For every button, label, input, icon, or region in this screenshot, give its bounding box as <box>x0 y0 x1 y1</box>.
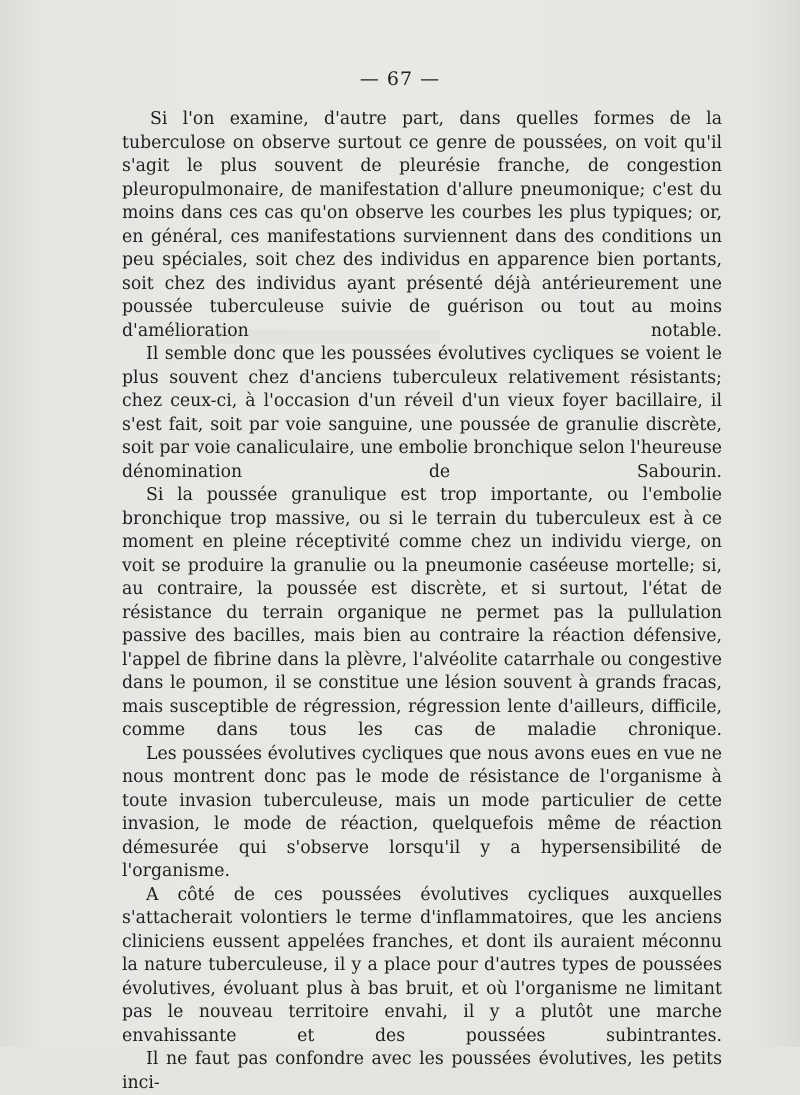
paragraph-5: A côté de ces poussées évolutives cycliques auxquelles s'attacherait volontiers le terme d'inflammatoires, que les anciens cliniciens eussent appelées franches, et dont ils auraient méconnu la nature tuberculeuse, il y a place pour d'autres types de poussées évolutives, évoluant plus à bas bruit, et où l'organisme ne limitant pas le nouveau territoire envahi, il y a plutôt une marche envahissante et des poussées subintrantes. <box>122 884 722 1046</box>
paragraph-1: Si l'on examine, d'autre part, dans quelles formes de la tuberculose on observe surtout ce genre de poussées, on voit qu'il s'agit le plus souvent de pleurésie franche, de congestion pleuropulmonaire, de manifestation d'allure pneumonique; c'est du moins dans ces cas qu'on observe les courbes les plus typiques; or, en général, ces manifestations surviennent dans des conditions un peu spéciales, soit chez des individus en apparence bien portants, soit chez des individus ayant présenté déjà antérieurement une poussée tuberculeuse suivie de guérison ou tout au moins d'amélioration notable. <box>122 109 722 341</box>
paragraph-2: Il semble donc que les poussées évolutives cycliques se voient le plus souvent chez d'anciens tuberculeux relativement résistants; chez ceux-ci, à l'occasion d'un réveil d'un vieux foyer bacillaire, il s'est fait, soit par voie sanguine, une poussée de granulie discrète, soit par voie canaliculaire, une embolie bronchique selon l'heureuse dénomination de Sabourin. <box>122 344 722 482</box>
paragraph-4: Les poussées évolutives cycliques que nous avons eues en vue ne nous montrent donc pas le mode de résistance de l'organisme à toute invasion tuberculeuse, mais un mode particulier de cette invasion, le mode de réaction, quelquefois même de réaction démesurée qui s'observe lorsqu'il y a hypersensibilité de l'organisme. <box>122 743 722 881</box>
page-number-header: — 67 — <box>359 68 441 90</box>
body-text <box>122 108 722 1095</box>
paragraph-6: Il ne faut pas confondre avec les poussées évolutives, les petits inci- <box>122 1049 722 1093</box>
paragraph-3: Si la poussée granulique est trop importante, ou l'embolie bronchique trop massive, ou si le terrain du tuberculeux est à ce moment en pleine réceptivité comme chez un individu vierge, on voit se produire la granulie ou la pneumonie caséeuse mortelle; si, au contraire, la poussée est discrète, et si surtout, l'état de résistance du terrain organique ne permet pas la pullulation passive des bacilles, mais bien au contraire la réaction défensive, l'appel de fibrine dans la plèvre, l'alvéolite catarrhale ou congestive dans le poumon, il se constitue une lésion souvent à grands fracas, mais susceptible de régression, régression lente d'ailleurs, difficile, comme dans tous les cas de maladie chronique. <box>122 485 722 740</box>
